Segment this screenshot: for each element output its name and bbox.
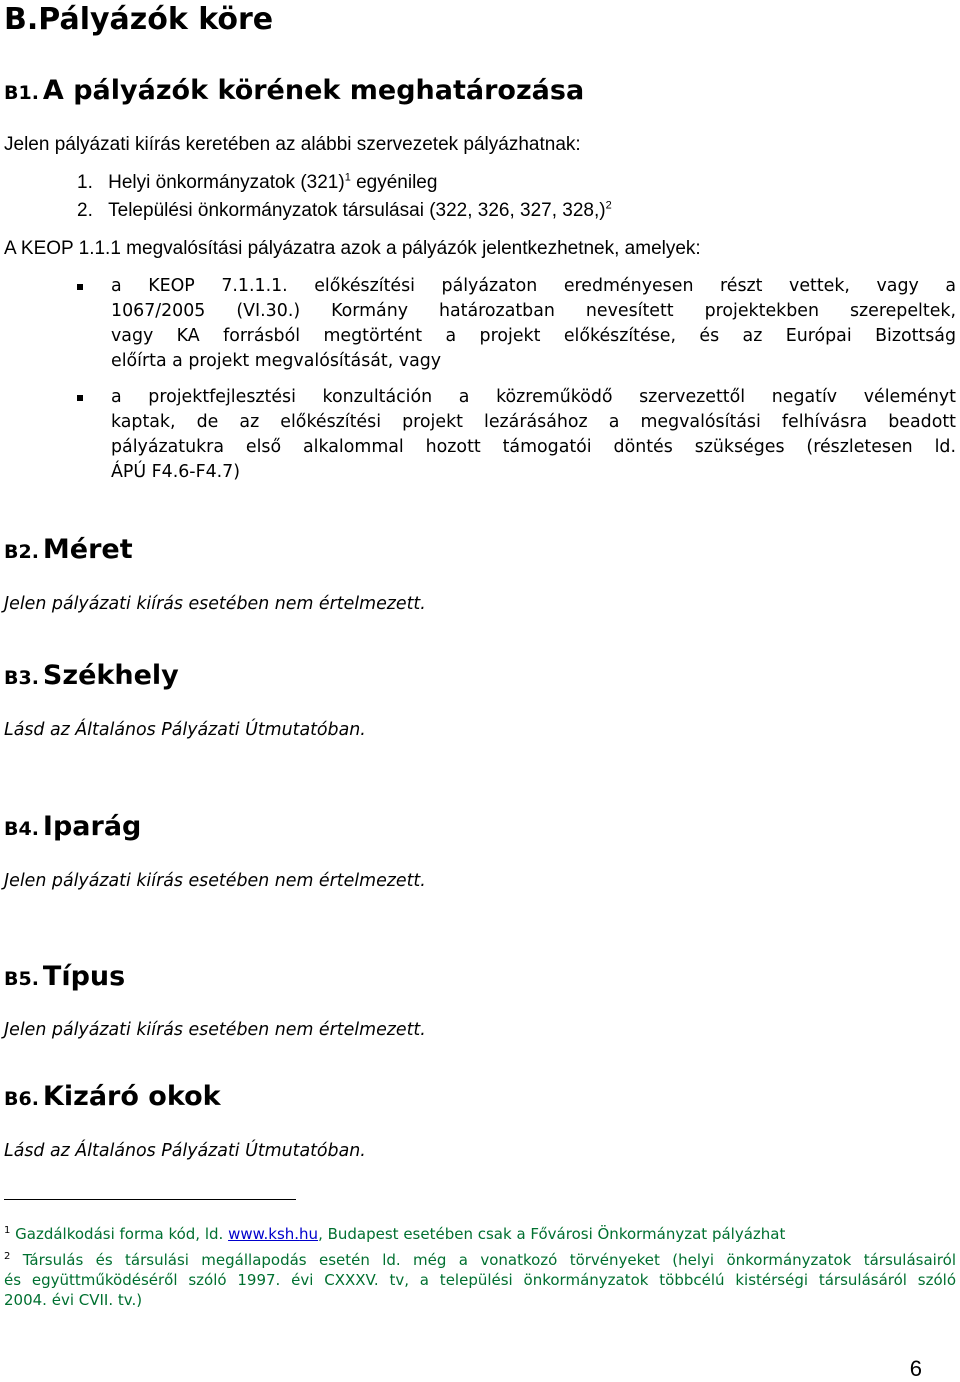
heading-b2-title: Méret — [42, 534, 133, 565]
heading-b6 — [4, 1079, 221, 1117]
heading-b3-number: B3. — [4, 667, 39, 689]
b1-condition-intro: A KEOP 1.1.1 megvalósítási pályázatra azok a pályázók jelentkezhetnek, amelyek: — [4, 238, 701, 259]
list-item-1-suffix: egyénileg — [350, 172, 438, 193]
b6-text: Lásd az Általános Pályázati Útmutatóban. — [4, 1141, 366, 1161]
list-item-2 — [77, 199, 612, 223]
heading-b3-title: Székhely — [42, 660, 179, 691]
heading-b4 — [4, 809, 141, 847]
footnote-2-line-3: 2004. évi CVII. tv.) — [4, 1291, 143, 1309]
bullet-2-line-2: kaptak, de az előkészítési projekt lezárásához a megvalósítási felhívásra beadott — [111, 412, 956, 432]
bullet-2-line-1: a projektfejlesztési konzultáción a közreműködő szervezettől negatív véleményt — [111, 387, 956, 407]
square-bullet-icon — [77, 284, 83, 290]
footnote-2-line-1: $^2$ Társulás és társulási megállapodás esetén ld. még a vonatkozó törvényeket (helyi önkormányzatok társulásairól — [4, 1251, 956, 1269]
list-item-1 — [77, 171, 437, 195]
list-item-2-number: 2. — [77, 200, 93, 221]
bullet-2-line-3: pályázatukra első alkalommal hozott támogatói döntés szükséges (részletesen ld. — [111, 437, 956, 457]
list-item-1-text: Helyi önkormányzatok (321) — [108, 172, 345, 193]
bullet-1-line-1: a KEOP 7.1.1.1. előkészítési pályázaton eredményesen részt vettek, vagy a — [111, 276, 956, 296]
footnote-1-text-end: , Budapest esetében csak a Fővárosi Önkormányzat pályázhat — [318, 1225, 786, 1243]
heading-b1 — [4, 73, 584, 111]
list-item-2-text: Települési önkormányzatok társulásai (322, 326, 327, 328,) — [108, 200, 606, 221]
bullet-2-line-4: ÁPÚ F4.6-F4.7) — [111, 462, 241, 482]
b2-text: Jelen pályázati kiírás esetében nem értelmezett. — [4, 594, 426, 614]
square-bullet-icon — [77, 395, 83, 401]
heading-b3 — [4, 658, 179, 696]
bullet-1-line-2: 1067/2005 (VI.30.) Kormány határozatban nevesített projektekben szerepeltek, — [111, 301, 956, 321]
b3-text: Lásd az Általános Pályázati Útmutatóban. — [4, 720, 366, 740]
heading-b4-title: Iparág — [42, 811, 142, 842]
heading-b5-title: Típus — [42, 961, 126, 992]
heading-b6-title: Kizáró okok — [42, 1081, 221, 1112]
footnote-2-line-2: és együttműködéséről szóló 1997. évi CXXXV. tv, a települési önkormányzatok többcélú kistérségi társulásáról szóló — [4, 1271, 956, 1289]
heading-b2-number: B2. — [4, 541, 39, 563]
footnote-1-text: Gazdálkodási forma kód, ld. — [10, 1225, 229, 1243]
page-number: 6 — [909, 1356, 922, 1381]
footnote-1-mark: 1 — [4, 1225, 11, 1236]
heading-b6-number: B6. — [4, 1088, 39, 1110]
heading-b2 — [4, 532, 133, 570]
b5-text: Jelen pályázati kiírás esetében nem értelmezett. — [4, 1020, 426, 1040]
bullet-paragraph-2 — [111, 385, 956, 485]
footnote-ref-1[interactable]: 1 — [344, 171, 351, 184]
bullet-1-line-4: előírta a projekt megvalósítását, vagy — [111, 351, 442, 371]
list-item-1-number: 1. — [77, 172, 93, 193]
b1-intro: Jelen pályázati kiírás keretében az alábbi szervezetek pályázhatnak: — [4, 134, 581, 155]
footnote-1 — [4, 1224, 785, 1244]
footnote-separator — [4, 1199, 296, 1200]
ksh-link[interactable]: www.ksh.hu — [228, 1225, 319, 1243]
heading-b5-number: B5. — [4, 968, 39, 990]
footnote-2 — [4, 1250, 956, 1310]
footnote-2-mark: 2 — [4, 1251, 11, 1262]
bullet-paragraph-1 — [111, 274, 956, 374]
footnote-ref-2[interactable]: 2 — [605, 199, 612, 212]
heading-b5 — [4, 959, 125, 997]
b4-text: Jelen pályázati kiírás esetében nem értelmezett. — [4, 871, 426, 891]
bullet-1-line-3: vagy KA forrásból megtörtént a projekt előkészítése, és az Európai Bizottság — [111, 326, 956, 346]
heading-b1-title: A pályázók körének meghatározása — [42, 75, 585, 106]
heading-b4-number: B4. — [4, 818, 39, 840]
section-title: B.Pályázók köre — [4, 2, 274, 37]
heading-b1-number: B1. — [4, 82, 39, 104]
